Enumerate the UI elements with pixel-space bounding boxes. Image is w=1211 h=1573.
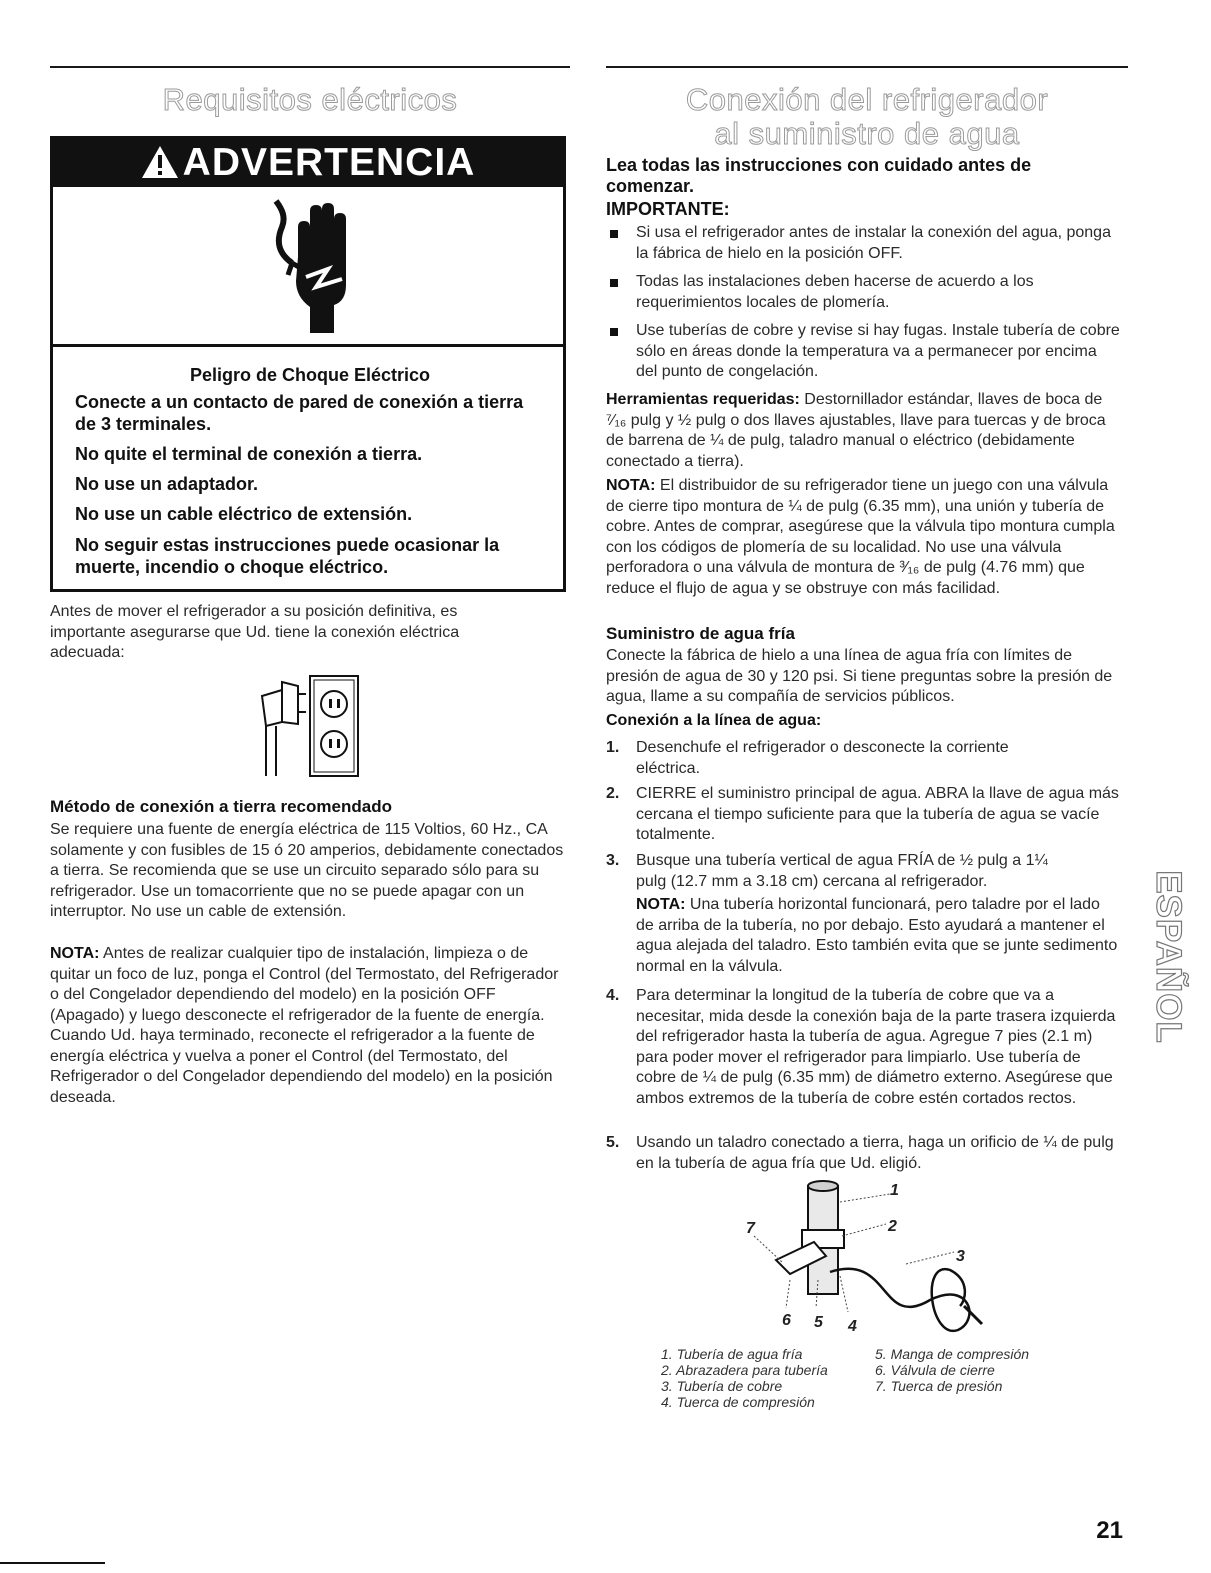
legend-item: 3. Tubería de cobre [661,1378,783,1394]
legend-item: 6. Válvula de cierre [875,1362,995,1378]
warning-line-5: No seguir estas instrucciones puede ocasionar la muerte, incendio o choque eléctrico. [75,535,500,577]
warning-divider [53,344,563,347]
legend-item: 4. Tuerca de compresión [661,1394,815,1410]
bullet-marker [610,230,618,238]
diagram-number-7: 7 [746,1220,755,1237]
tools-text: Destornillador estándar, llaves de boca de ⁷⁄₁₆ pulg y ½ pulg o dos llaves ajustables, llave para tuercas y de broca de barrena de ¼ de pulg, taladro manual o eléctrico (debidamente conectado a tierra). [606,391,1106,470]
bullet-marker [610,328,618,336]
legend-item: 1. Tubería de agua fría [661,1346,803,1362]
important-bullet-3: Use tuberías de cobre y revise si hay fugas. Instale tubería de cobre sólo en áreas donde la temperatura va a permanecer por encima del punto de congelación. [636,322,1120,380]
diagram-number-4: 4 [848,1318,857,1335]
cold-water-title: Suministro de agua fría [606,624,795,643]
warning-title: Peligro de Choque Eléctrico [189,365,431,385]
warning-line-3: No use un adaptador. [75,474,259,494]
language-side-tab [1148,795,1188,1115]
important-bullet-2: Todas las instalaciones deben hacerse de acuerdo a los requerimientos locales de plomería. [636,273,1034,311]
grounded-outlet-illustration [252,672,362,782]
right-note-1-label: NOTA: [606,477,656,494]
right-heading-line-1: Conexión del refrigerador [685,82,1049,117]
step-number: 5. [606,1134,620,1151]
step-1-text: Desenchufe el refrigerador o desconecte la corriente eléctrica. [636,739,1009,777]
diagram-number-5: 5 [814,1314,823,1331]
left-heading: Requisitos eléctricos [162,82,458,117]
tools-paragraph [606,390,1122,472]
right-note-1 [606,476,1122,599]
step-3-note-label: NOTA: [636,896,686,913]
tools-label: Herramientas requeridas: [606,391,800,408]
electric-shock-hand-icon [268,197,368,337]
step-3-text: Busque una tubería vertical de agua FRÍA de ½ pulg a 1¼ pulg (12.7 mm a 3.18 cm) cercana al refrigerador. [636,852,1048,890]
right-top-rule [606,66,1128,68]
left-note-text: Antes de realizar cualquier tipo de instalación, limpieza o de quitar un foco de luz, ponga el Control (del Termostato, del Refrigerador o del Congelador dependiendo del modelo) en la posición OFF (Apagado) y luego desconecte el refrigerador de la fuente de energía. Cuando Ud. haya terminado, reconecte el refrigerador a la fuente de energía eléctrica y vuelva a poner el Control (del Termostato, del Refrigerador o del Congelador dependiendo del modelo) en la posición deseada. [50,945,559,1106]
right-note-1-text: El distribuidor de su refrigerador tiene un juego con una válvula de cierre tipo montura de ¼ de pulg (6.35 mm), una unión y tubería de cobre. Antes de comprar, asegúrese que la válvula tipo montura cumpla con los códigos de plomería de su localidad. No use una válvula perforadora o una válvula de montura de ³⁄₁₆ de pulg (4.76 mm) que reduce el flujo de agua y se obstruye con más facilidad. [606,477,1115,597]
read-first: Lea todas las instrucciones con cuidado antes de comenzar. [606,155,1032,196]
side-tab-label: ESPAÑOL [1149,870,1188,1044]
legend-item: 5. Manga de compresión [875,1346,1030,1362]
left-intro: Antes de mover el refrigerador a su posición definitiva, es importante asegurarse que Ud. tiene la conexión eléctrica adecuada: [50,603,460,661]
page-number: 21 [1096,1517,1123,1544]
warning-box [50,136,566,592]
diagram-number-6: 6 [782,1312,791,1329]
bullet-marker [610,279,618,287]
step-4-text: Para determinar la longitud de la tubería de cobre que va a necesitar, mida desde la conexión baja de la parte trasera izquierda del refrigerador hasta la tubería de agua. Agregue 7 pies (2.1 m) para poder mover el refrigerador para limpiarlo. Use tubería de cobre de ¼ de pulg (6.35 mm) de diámetro externo. Asegúrese que ambos extremos de la tubería de cobre estén cortados rectos. [636,987,1116,1107]
step-3-note [636,895,1122,977]
step-number: 4. [606,987,620,1004]
diagram-number-1: 1 [890,1182,899,1199]
warning-banner-text: ADVERTENCIA [182,141,476,184]
warning-triangle-icon [141,143,179,191]
warning-line-4: No use un cable eléctrico de extensión. [75,504,413,524]
water-line-title: Conexión a la línea de agua: [606,712,822,729]
cold-water-text: Conecte la fábrica de hielo a una línea de agua fría con límites de presión de agua de 30 y 120 psi. Si tiene preguntas sobre la presión de agua, llame a su compañía de servicios públicos. [606,647,1113,705]
warning-banner [53,139,563,187]
step-number: 2. [606,785,620,802]
step-number: 1. [606,739,620,756]
method-text: Se requiere una fuente de energía eléctrica de 115 Voltios, 60 Hz., CA solamente y con fusibles de 15 ó 20 amperios, debidamente conectados a tierra. Se recomienda que se use un circuito separado sólo para su refrigerador. Use un tomacorriente que no se puede apagar con un interruptor. No use un cable de extensión. [50,821,564,920]
step-number: 3. [606,852,620,869]
water-connection-diagram [730,1180,1010,1340]
step-5-text: Usando un taladro conectado a tierra, haga un orificio de ¼ de pulg en la tubería de agua fría que Ud. eligió. [636,1134,1114,1172]
footer-mark [0,1562,105,1564]
method-title: Método de conexión a tierra recomendado [50,797,392,816]
step-3-note-text: Una tubería horizontal funcionará, pero taladre por el lado de arriba de la tubería, no por debajo. Esto ayudará a mantener el agua alejada del taladro. Esto también evita que se junte sedimento normal en la válvula. [636,896,1118,975]
important-bullet-1: Si usa el refrigerador antes de instalar la conexión del agua, ponga la fábrica de hielo en la posición OFF. [636,224,1111,262]
right-heading-line-2: al suministro de agua [714,116,1020,151]
left-note [50,944,570,1108]
step-2-text: CIERRE el suministro principal de agua. ABRA la llave de agua más cercana el tiempo suficiente para que la tubería de agua se vacíe totalmente. [636,785,1119,843]
legend-item: 2. Abrazadera para tubería [661,1362,828,1378]
left-top-rule [50,66,570,68]
important-label: IMPORTANTE: [606,199,730,219]
legend-item: 7. Tuerca de presión [875,1378,1003,1394]
warning-line-1: Conecte a un contacto de pared de conexión a tierra de 3 terminales. [75,392,524,434]
left-note-label: NOTA: [50,945,100,962]
diagram-number-2: 2 [888,1218,897,1235]
warning-line-2: No quite el terminal de conexión a tierra. [75,444,423,464]
diagram-number-3: 3 [956,1248,965,1265]
